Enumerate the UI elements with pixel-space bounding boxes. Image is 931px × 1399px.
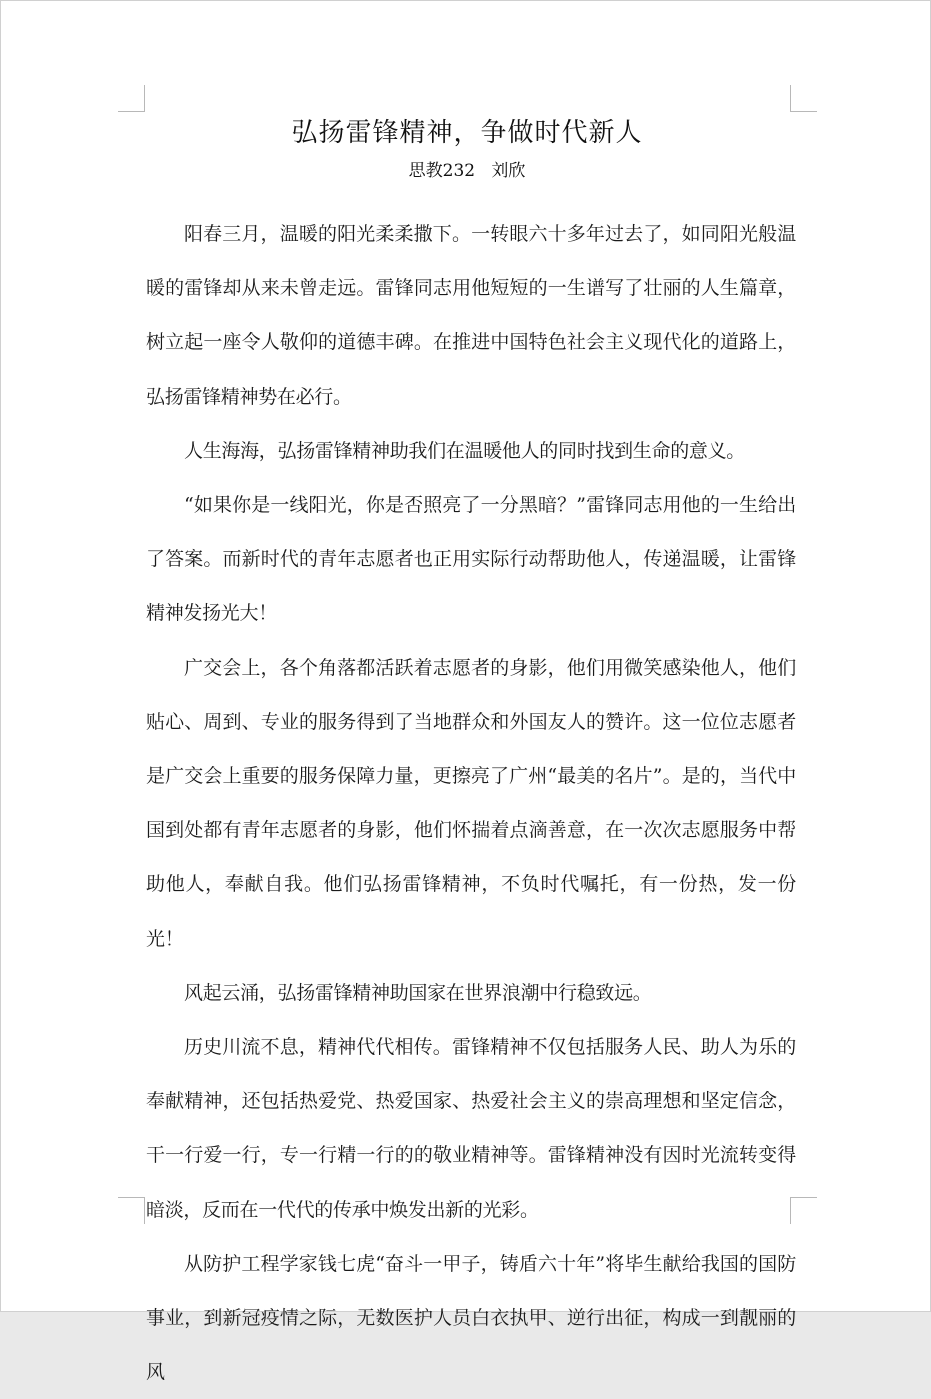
paragraph: 广交会上，各个角落都活跃着志愿者的身影，他们用微笑感染他人，他们贴心、周到、专业的服务得到了当地群众和外国友人的赞许。这一位位志愿者是广交会上重要的服务保障力量，更擦亮了广州“最美的名片”。是的，当代中国到处都有青年志愿者的身影，他们怀揣着点滴善意，在一次次志愿服务中帮助他人，奉献自我。他们弘扬雷锋精神，不负时代嘱托，有一份热，发一份光！ bbox=[146, 656, 796, 950]
paragraph: 从防护工程学家钱七虎“奋斗一甲子，铸盾六十年”将毕生献给我国的国防事业，到新冠疫情之际，无数医护人员白衣执甲、逆行出征，构成一到靓丽的风 bbox=[146, 1252, 796, 1384]
crop-mark-top-right bbox=[790, 85, 817, 112]
author-byline: 思教232 刘欣 bbox=[408, 161, 526, 181]
paragraph: “如果你是一线阳光，你是否照亮了一分黑暗？”雷锋同志用他的一生给出了答案。而新时代的青年志愿者也正用实际行动帮助他人，传递温暖，让雷锋精神发扬光大！ bbox=[146, 494, 796, 625]
paragraph: 风起云涌，弘扬雷锋精神助国家在世界浪潮中行稳致远。 bbox=[184, 981, 652, 1004]
crop-mark-top-left bbox=[118, 85, 145, 112]
paragraph: 阳春三月，温暖的阳光柔柔撒下。一转眼六十多年过去了，如同阳光般温暖的雷锋却从来未曾走远。雷锋同志用他短短的一生谱写了壮丽的人生篇章，树立起一座令人敬仰的道德丰碑。在推进中国特色社会主义现代化的道路上，弘扬雷锋精神势在必行。 bbox=[146, 223, 796, 408]
paragraph: 人生海海，弘扬雷锋精神助我们在温暖他人的同时找到生命的意义。 bbox=[184, 439, 746, 462]
crop-mark-bottom-left bbox=[118, 1197, 145, 1224]
document-body bbox=[146, 207, 796, 1399]
paragraph: 历史川流不息，精神代代相传。雷锋精神不仅包括服务人民、助人为乐的奉献精神，还包括热爱党、热爱国家、热爱社会主义的崇高理想和坚定信念，干一行爱一行，专一行精一行的的敬业精神等。雷锋精神没有因时光流转变得暗淡，反而在一代代的传承中焕发出新的光彩。 bbox=[146, 1036, 796, 1221]
page-title: 弘扬雷锋精神，争做时代新人 bbox=[291, 118, 643, 148]
